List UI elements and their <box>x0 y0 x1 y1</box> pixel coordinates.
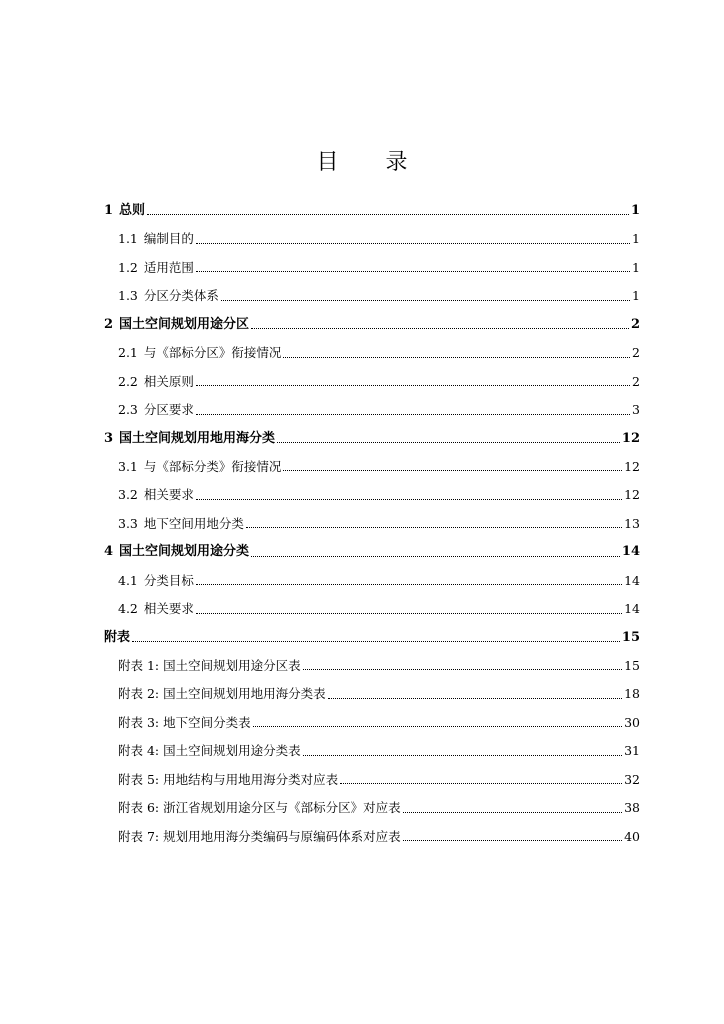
toc-entry[interactable] <box>104 481 640 509</box>
toc-entry[interactable] <box>104 396 640 424</box>
dot-leader <box>303 754 622 756</box>
toc-entry-title: 分类目标 <box>143 572 194 588</box>
dot-leader <box>196 498 622 500</box>
toc-entry-page-number: 1 <box>630 203 640 218</box>
toc-entry-number: 2.2 <box>118 373 138 389</box>
toc-entry-page-number: 12 <box>624 487 640 503</box>
dot-leader <box>277 441 620 443</box>
toc-entry-page-number: 1 <box>632 231 640 247</box>
toc-entry-number: 4.2 <box>118 601 138 617</box>
toc-entry[interactable] <box>104 339 640 367</box>
toc-entry-title: 附表 4: 国土空间规划用途分类表 <box>118 743 301 759</box>
toc-entry[interactable] <box>104 538 640 566</box>
toc-entry[interactable] <box>104 254 640 282</box>
dot-leader <box>403 811 622 813</box>
toc-entry-title: 与《部标分区》衔接情况 <box>143 345 282 361</box>
toc-entry-number: 3 <box>104 430 114 446</box>
toc-entry-number: 4 <box>104 544 114 560</box>
toc-entry-number: 3.3 <box>118 515 138 531</box>
toc-entry-title: 附表 6: 浙江省规划用途分区与《部标分区》对应表 <box>118 800 401 816</box>
dot-leader <box>196 384 630 386</box>
toc-entry-title: 与《部标分类》衔接情况 <box>143 458 282 474</box>
toc-entry[interactable] <box>104 624 640 652</box>
toc-entry[interactable] <box>104 823 640 851</box>
toc-entry[interactable] <box>104 510 640 538</box>
toc-entry-title: 总则 <box>119 203 146 218</box>
toc-entry-number: 2.3 <box>118 402 138 418</box>
toc-entry-title: 附表 <box>104 629 131 645</box>
toc-entry-title: 相关原则 <box>143 373 194 389</box>
toc-entry[interactable] <box>104 311 640 339</box>
toc-entry-title: 编制目的 <box>143 231 194 247</box>
dot-leader <box>340 782 622 784</box>
dot-leader <box>328 697 622 699</box>
dot-leader <box>221 299 630 301</box>
toc-entry[interactable] <box>104 794 640 822</box>
dot-leader <box>196 242 630 244</box>
toc-entry-page-number: 2 <box>630 316 640 332</box>
toc-entry[interactable] <box>104 709 640 737</box>
toc-entry-title: 国土空间规划用途分类 <box>119 544 250 560</box>
toc-entry-title: 适用范围 <box>143 259 194 275</box>
toc-entry-number: 1.3 <box>118 288 138 304</box>
toc-entry[interactable] <box>104 737 640 765</box>
toc-entry-page-number: 14 <box>624 572 640 588</box>
dot-leader <box>147 213 629 215</box>
toc-entry-title: 国土空间规划用地用海分类 <box>119 430 276 446</box>
toc-entry[interactable] <box>104 368 640 396</box>
toc-entry-title: 国土空间规划用途分区 <box>119 316 250 332</box>
toc-entry[interactable] <box>104 595 640 623</box>
toc-entry-page-number: 2 <box>632 373 640 389</box>
toc-entry-number: 3.2 <box>118 487 138 503</box>
toc-entry-page-number: 30 <box>624 714 640 730</box>
toc-entry-number: 3.1 <box>118 458 138 474</box>
toc-entry-title: 分区分类体系 <box>143 288 219 304</box>
toc-entry-number: 2 <box>104 316 114 332</box>
toc-entry-title: 分区要求 <box>143 402 194 418</box>
toc-entry-page-number: 12 <box>624 458 640 474</box>
toc-entry-page-number: 14 <box>621 544 640 560</box>
toc-entry-title: 相关要求 <box>143 601 194 617</box>
toc-entry-page-number: 15 <box>621 629 640 645</box>
toc-entry-page-number: 40 <box>624 828 640 844</box>
dot-leader <box>283 356 630 358</box>
toc-entry-page-number: 13 <box>624 515 640 531</box>
toc-entry[interactable] <box>104 766 640 794</box>
toc-entry-page-number: 2 <box>632 345 640 361</box>
toc-entry-title: 附表 3: 地下空间分类表 <box>118 714 251 730</box>
toc-entry-number: 2.1 <box>118 345 138 361</box>
toc-entry-number: 1.1 <box>118 231 138 247</box>
toc-entry-number: 4.1 <box>118 572 138 588</box>
toc-entry-title: 附表 2: 国土空间规划用地用海分类表 <box>118 686 326 702</box>
toc-entry-page-number: 12 <box>621 430 640 446</box>
dot-leader <box>283 469 622 471</box>
toc-entry-number: 1.2 <box>118 259 138 275</box>
toc-entry[interactable] <box>104 197 640 225</box>
dot-leader <box>196 270 630 272</box>
table-of-contents <box>104 197 640 851</box>
toc-entry[interactable] <box>104 680 640 708</box>
dot-leader <box>196 413 630 415</box>
toc-entry-page-number: 1 <box>632 288 640 304</box>
dot-leader <box>251 327 629 329</box>
toc-entry-page-number: 18 <box>624 686 640 702</box>
dot-leader <box>132 640 620 642</box>
toc-entry-title: 地下空间用地分类 <box>143 515 244 531</box>
toc-entry-title: 相关要求 <box>143 487 194 503</box>
toc-entry[interactable] <box>104 453 640 481</box>
dot-leader <box>196 612 622 614</box>
dot-leader <box>253 725 622 727</box>
toc-entry-title: 附表 7: 规划用地用海分类编码与原编码体系对应表 <box>118 828 401 844</box>
toc-entry-page-number: 38 <box>624 800 640 816</box>
dot-leader <box>303 668 622 670</box>
dot-leader <box>196 583 622 585</box>
toc-entry-number: 1 <box>104 203 114 218</box>
toc-entry[interactable] <box>104 652 640 680</box>
toc-entry-page-number: 31 <box>624 743 640 759</box>
page-title: 目 录 <box>316 150 428 175</box>
toc-entry[interactable] <box>104 225 640 253</box>
toc-entry-page-number: 14 <box>624 601 640 617</box>
toc-entry[interactable] <box>104 282 640 310</box>
toc-entry[interactable] <box>104 425 640 453</box>
dot-leader <box>246 526 622 528</box>
toc-entry-title: 附表 5: 用地结构与用地用海分类对应表 <box>118 771 339 787</box>
toc-entry-title: 附表 1: 国土空间规划用途分区表 <box>118 658 301 673</box>
toc-entry-page-number: 15 <box>624 658 640 673</box>
dot-leader <box>251 555 620 557</box>
toc-entry-page-number: 1 <box>632 259 640 275</box>
toc-entry[interactable] <box>104 567 640 595</box>
toc-entry-page-number: 3 <box>632 402 640 418</box>
toc-entry-page-number: 32 <box>624 771 640 787</box>
dot-leader <box>403 839 622 841</box>
